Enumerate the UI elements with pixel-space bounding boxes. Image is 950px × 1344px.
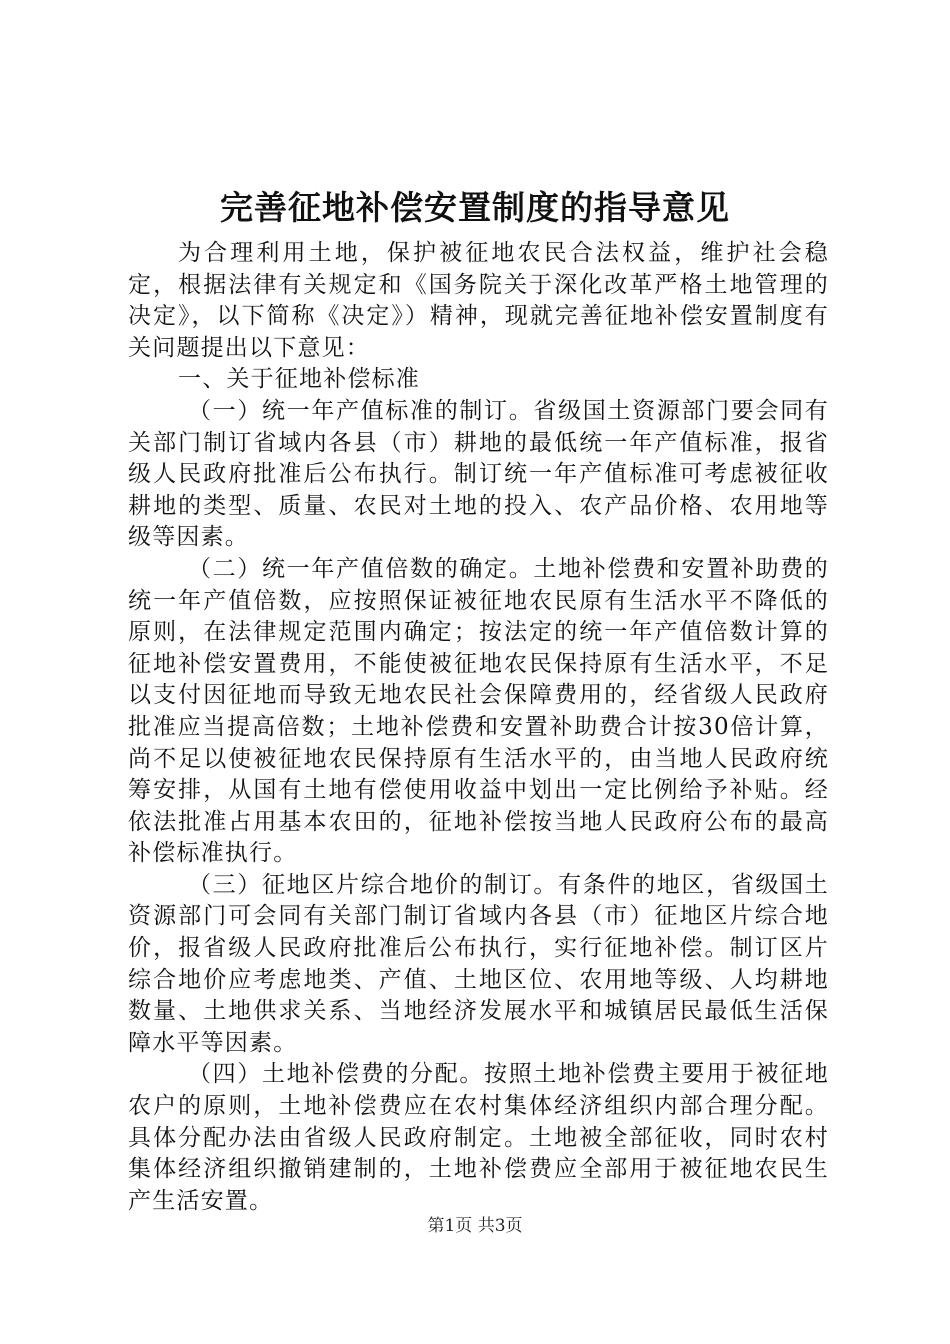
document-title: 完善征地补偿安置制度的指导意见 bbox=[220, 188, 730, 227]
section-heading: 一、关于征地补偿标准 bbox=[178, 366, 420, 393]
page-footer: 第1页 共3页 bbox=[427, 1216, 523, 1236]
paragraph-intro: 为合理利用土地，保护被征地农民合法权益，维护社会稳定，根据法律有关规定和《国务院关于深化改革严格土地管理的决定》，以下简称《决定》）精神，现就完善征地补偿安置制度有关问题提出以下意见： bbox=[128, 240, 829, 361]
paragraph-item-1: （一）统一年产值标准的制订。省级国土资源部门要会同有关部门制订省域内各县（市）耕地的最低统一年产值标准，报省级人民政府批准后公布执行。制订统一年产值标准可考虑被征收耕地的类型、质量、农民对土地的投入、农产品价格、农用地等级等因素。 bbox=[128, 397, 829, 551]
paragraph-item-2: （二）统一年产值倍数的确定。土地补偿费和安置补助费的统一年产值倍数，应按照保证被征地农民原有生活水平不降低的原则，在法律规定范围内确定；按法定的统一年产值倍数计算的征地补偿安置费用，不能使被征地农民保持原有生活水平，不足以支付因征地而导致无地农民社会保障费用的，经省级人民政府批准应当提高倍数；土地补偿费和安置补助费合计按30倍计算，尚不足以使被征地农民保持原有生活水平的，由当地人民政府统筹安排，从国有土地有偿使用收益中划出一定比例给予补贴。经依法批准占用基本农田的，征地补偿按当地人民政府公布的最高补偿标准执行。 bbox=[128, 555, 829, 867]
document-body bbox=[128, 238, 829, 1217]
paragraph-item-3: （三）征地区片综合地价的制订。有条件的地区，省级国土资源部门可会同有关部门制订省域内各县（市）征地区片综合地价，报省级人民政府批准后公布执行，实行征地补偿。制订区片综合地价应考虑地类、产值、土地区位、农用地等级、人均耕地数量、土地供求关系、当地经济发展水平和城镇居民最低生活保障水平等因素。 bbox=[128, 871, 829, 1056]
paragraph-item-4: （四）土地补偿费的分配。按照土地补偿费主要用于被征地农户的原则，土地补偿费应在农村集体经济组织内部合理分配。具体分配办法由省级人民政府制定。土地被全部征收，同时农村集体经济组织撤销建制的，土地补偿费应全部用于被征地农民生产生活安置。 bbox=[128, 1061, 829, 1214]
